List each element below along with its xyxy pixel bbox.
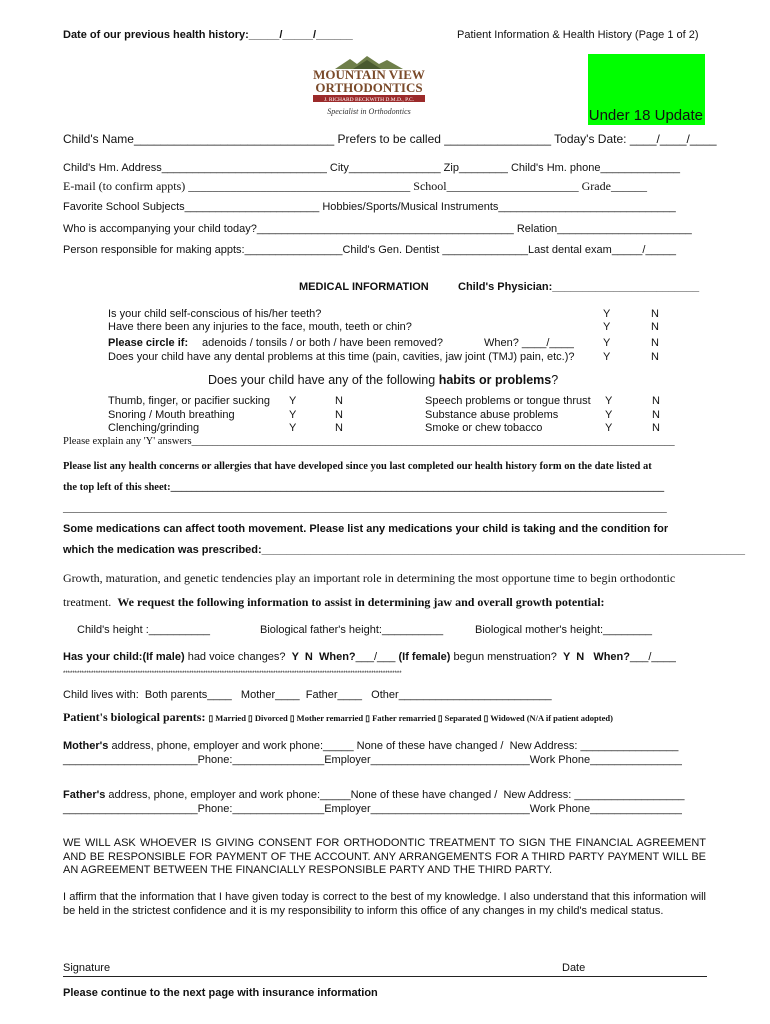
question-self-conscious: Is your child self-conscious of his/her teeth? [108,308,322,320]
habit-substance: Substance abuse problems [425,409,559,421]
no-option[interactable]: N [651,337,659,349]
subjects-hobbies-row[interactable]: Favorite School Subjects______________________ Hobbies/Sports/Musical Instruments_____________________________ [63,201,676,213]
growth-line2 [63,595,605,609]
asterisk-divider: ************************************************************************************************************************************************* [63,671,402,677]
female-text: begun menstruation? [450,651,563,663]
habits-title-bold: habits or problems [438,373,552,387]
yes-option[interactable]: Y [605,422,613,434]
signature-line[interactable] [63,976,707,977]
growth-line1: Growth, maturation, and genetic tendencies play an important role in determining the most opportune time to begin orthodontic [63,571,676,585]
no-option[interactable]: N [335,409,343,421]
yes-option[interactable]: Y [603,308,611,320]
female-lead: (If female) [398,651,451,663]
father-phone-row[interactable]: ______________________Phone:_______________Employer__________________________Work Phone_______________ [63,803,682,815]
yes-option[interactable]: Y [289,395,297,407]
signature-label: Signature [63,962,111,974]
mother-phone-row[interactable]: ______________________Phone:_______________Employer__________________________Work Phone_______________ [63,754,682,766]
yes-option[interactable]: Y [289,409,297,421]
no-option[interactable]: N [652,395,660,407]
yes-option[interactable]: Y [603,337,611,349]
logo-line2: ORTHODONTICS [315,80,423,95]
no-option[interactable]: N [335,395,343,407]
practice-logo [305,55,433,117]
habit-clenching: Clenching/grinding [108,422,200,434]
habit-tobacco: Smoke or chew tobacco [425,422,543,434]
physician-field[interactable]: Child's Physician:________________________ [458,281,700,293]
growth-line2-pre: treatment. [63,595,118,609]
concerns-line1: Please list any health concerns or allergies that have developed since you last completed our health history form on the date listed at [63,461,652,472]
father-info-row[interactable] [63,789,685,802]
logo-line1: MOUNTAIN VIEW [313,67,425,82]
badge-text: Under 18 Update [588,107,703,124]
financial-consent-notice: WE WILL ASK WHOEVER IS GIVING CONSENT FOR ORTHODONTIC TREATMENT TO SIGN THE FINANCIAL AGREEMENT AND BE RESPONSIBLE FOR PAYMENT OF THE ACCOUNT. ANY ARRANGEMENTS FOR A THIRD PARTY PAYMENT WILL BE AN AGREEMENT BETWEEN THE FINANCIALLY RESPONSIBLE PARTY AND THE THIRD PARTY. [63,837,706,876]
biological-parents-row[interactable] [63,711,613,725]
voice-lead: Has your child:(If male) [63,651,185,663]
medications-line1: Some medications can affect tooth movement. Please list any medications your child is taking and the condition for [63,523,669,535]
no-option[interactable]: N [651,321,659,333]
no-option[interactable]: N [651,351,659,363]
yes-option[interactable]: Y [605,395,613,407]
child-lives-with-row[interactable]: Child lives with: Both parents____ Mother____ Father____ Other_________________________ [63,689,552,701]
female-date[interactable]: ___/____ [630,651,676,663]
affirmation-statement: I affirm that the information that I have given today is correct to the best of my knowledge. I also understand that this information will be held in the strictest confidence and it is my responsibility to inform this office of any changes in my child's medical status. [63,891,706,917]
yes-option[interactable]: Y [289,422,297,434]
yes-option[interactable]: Y [603,321,611,333]
no-option[interactable]: N [652,422,660,434]
concerns-field-extra[interactable]: ___________________________________________________________________________________________________________________ [63,503,667,514]
father-height-field[interactable]: Biological father's height:__________ [260,624,444,636]
yes-option[interactable]: Y [603,351,611,363]
mother-label: Mother's [63,740,109,752]
under-18-badge [588,54,705,125]
responsible-person-row[interactable]: Person responsible for making appts:________________Child's Gen. Dentist ______________Last dental exam_____/_____ [63,244,677,256]
bio-parents-label: Patient's biological parents: [63,710,206,724]
question-injuries: Have there been any injuries to the face, mouth, teeth or chin? [108,321,412,333]
habit-thumb-sucking: Thumb, finger, or pacifier sucking [108,395,271,407]
habits-title-post: ? [551,373,559,387]
page-indicator: Patient Information & Health History (Page 1 of 2) [457,29,699,41]
female-yn[interactable]: Y N When? [562,651,630,663]
accompanying-row[interactable]: Who is accompanying your child today?__________________________________________ Relation______________________ [63,223,692,235]
voice-yn[interactable]: Y N When? [291,651,356,663]
logo-tagline: Specialist in Orthodontics [327,107,411,116]
concerns-field[interactable]: the top left of this sheet:______________________________________________________________________________________________ [63,482,665,493]
logo-doctor-bar: J. RICHARD BECKWITH D.M.D., P.C. [324,97,414,103]
date-label: Date [562,962,586,974]
growth-line2-bold: We request the following information to assist in determining jaw and overall growth potential: [117,595,605,609]
adenoids-when-field[interactable]: When? ____/____ [484,337,574,349]
child-address-row[interactable]: Child's Hm. Address___________________________ City_______________ Zip________ Child's Hm. phone_____________ [63,162,681,174]
voice-date[interactable]: ___/___ [355,651,399,663]
question-adenoids[interactable]: adenoids / tonsils / or both / have been removed? [202,337,443,349]
habits-title-pre: Does your child have any of the following [208,373,439,387]
yes-option[interactable]: Y [605,409,613,421]
email-school-row[interactable]: E-mail (to confirm appts) _____________________________________ School______________________ Grade______ [63,179,647,193]
bio-parents-options[interactable]: ▯ Married ▯ Divorced ▯ Mother remarried ▯ Father remarried ▯ Separated ▯ Widowed (N/A if patient adopted) [208,713,613,723]
habit-speech: Speech problems or tongue thrust [425,395,591,407]
no-option[interactable]: N [652,409,660,421]
mother-info-row[interactable] [63,740,678,753]
habits-title [208,373,558,388]
explain-y-answers-field[interactable]: Please explain any 'Y' answers____________________________________________________________________________________________ [63,436,675,447]
habit-snoring: Snoring / Mouth breathing [108,409,235,421]
child-name-row[interactable]: Child's Name______________________________ Prefers to be called ________________ Today's Date: ____/____/____ [63,132,717,146]
voice-menstruation-row[interactable] [63,651,676,664]
previous-history-date[interactable]: Date of our previous health history:_____/_____/______ [63,29,353,41]
medical-info-heading: MEDICAL INFORMATION [299,281,429,293]
father-line1[interactable]: address, phone, employer and work phone:_____None of these have changed / New Address: __________________ [105,789,685,801]
medications-field[interactable]: which the medication was prescribed:_______________________________________________________________________________ [63,544,745,556]
circle-if-label: Please circle if: [108,337,189,349]
footer-note: Please continue to the next page with insurance information [63,987,378,999]
father-label: Father's [63,789,106,801]
no-option[interactable]: N [335,422,343,434]
mother-line1[interactable]: address, phone, employer and work phone:_____ None of these have changed / New Address: ________________ [108,740,679,752]
child-height-field[interactable]: Child's height :__________ [77,624,210,636]
mountain-logo-icon [305,55,433,117]
mother-height-field[interactable]: Biological mother's height:________ [475,624,652,636]
no-option[interactable]: N [651,308,659,320]
voice-text: had voice changes? [184,651,292,663]
question-dental-problems: Does your child have any dental problems at this time (pain, cavities, jaw joint (TMJ) pain, etc.)? [108,351,575,363]
